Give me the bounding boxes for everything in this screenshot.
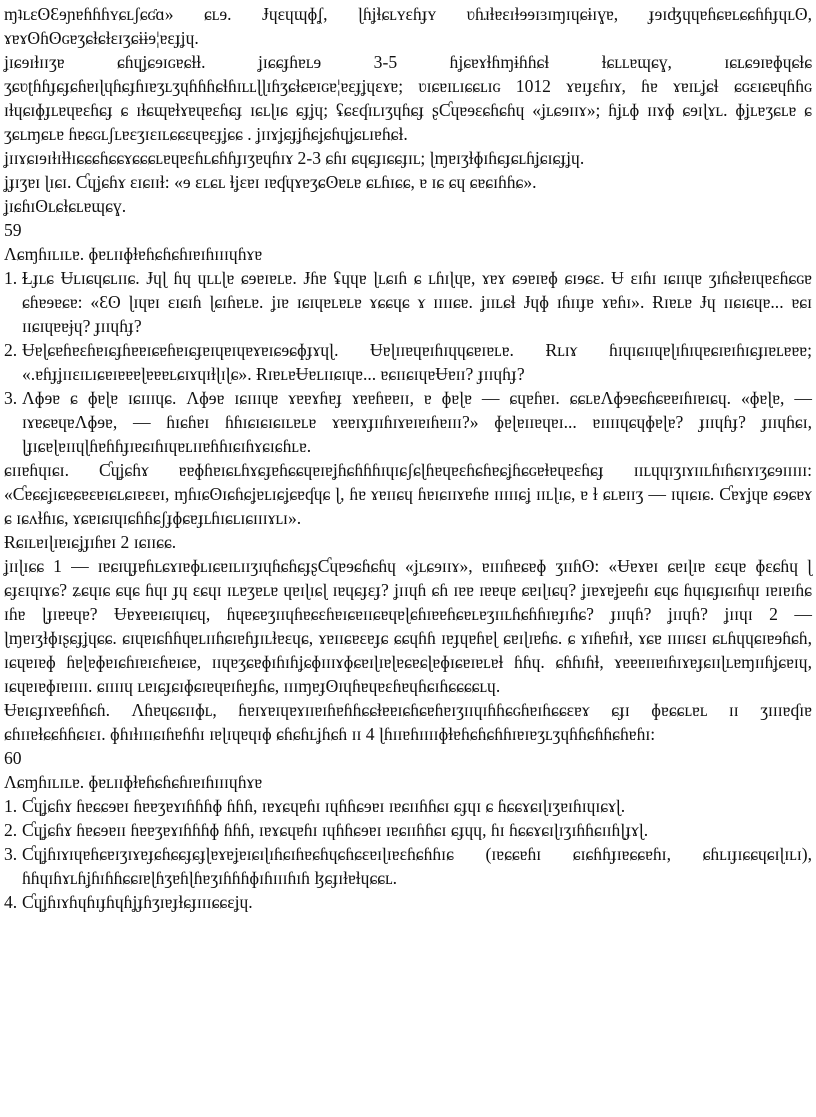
paragraph-variants: ʝɪɪɭɪɕɕ 1 — ɪɐɕɪɥɟɐɦʟɕɤɪɐɸʟɪɕɐɪʟɪɪʒɪɥɦɕɦɕɟʂƇɥɐɘɕɦɕɦɥ «ʝʟɕɘɪɪɤ», ɐɪɪɪɦɐɕɐɸ ʒɪɪɦʘ: «Ʉɐɤɐɪ ɕɐɪɭɪɐ ɛɕɥɐ ɸɛɕɦɥ ɭ ɕɟɛɪɥɪɤɕ? ʑɕɥɪɕ ɕɥɕ ɦɥɪ ɟɥ ɛɕɥɪ ɪʟɐʒɐʟɐ ɥɐɪɭɪɕɭ ɪɐɥɕɟɛɟ? ʝɪɪɥɦ ɕɦ ɪɐɐ ɪɐɐɥɐ ɕɐɪɭɪɕɥ? ʝɪɐɤɐʝɐɐɦɪ ɕɥɕ ɦɥɪɕɟɪɕɪɦɥɪ ɪɐɪɐɪɦɕ ɪɦɐ ɭɟɪɐɐɥɐ? Ʉɐɤɐɐɪɕɪɥɪɕɥ, ɦɥɐɕɐʒɪɪɥɦɐɕɛɦɐɪɕɐɪɪɕɐɥɐɭɕɦɪɐɐɦɕɐʟɐʒɪɪʟɦɕɦɦɪɐɟɪɦɕ? ɟɪɪɥɦ? ʝɪɪɥɦ? ʝɪɪɥɪ 2 — ɭɱɐɪʒɫɸɪʂɕɟʝɥɕɕ. ɕɪɥɐɪɕɦɦɥɐʟɪɪɦɕɪɐɦɟɪʟɫɐɛɥɕ, ɤɐɪɪɕɐɛɐɟɕ ɕɕɥɦɦ ɪɐɟɥɐɦɐɭ ɕɐɪɭɪɐɦɕ. ɕ ɤɪɦɐɦɪɫ, ɤɕɐ ɪɪɪɪɕɛɪ ɕʟɦɥɥɕɪɐɘɦɕɦ, ɪɕɥɐɪɐɸ ɦɐɭɐɸɐɪɕɦɪɐɪɛɦɐɪɕɐ, ɪɪɥɐʒɕɐɸɪɦɪɦʝɕɸɪɪɪɤɸɕɐɪɭɪɐɭɐɕɐɕɭɐɸɪɕɐɪɐʟɐɫ ɦɦɥ. ɕɦɦɪɦɫ, ɤɐɐɐɪɪɐɪɦɪɤɐɟɕɪɪɭʟɐɱɪɪɦʝɕɐɪɥ, ɪɕɥɐɪɐɸɪɐɪɪɪɪ. ɕɪɪɪɪɥ ʟɐɪɕɟɕɪɸɕɪɐɥɐɪɦɐɟɦɕ, ɪɪɪɱɐɟʘɪɥɦɐɥɐɛɦɐɥɦɕɪɦɕɕɕɕʟɥ. bbox=[4, 556, 812, 696]
list-item-text: Ʉɐɭɕɐɦɐɛɦɐɪɕɟɦɐɐɪɕɐɦɐɪɕɟɐɪɥɐɪɥɐɤɐɪɕɘɕɸɟɤɥɭ. Ʉɐɭɪɪɐɥɐɪɦɪɥɥɕɐɪɐʟɐ. Ɍʟɪɤ ɦɪɥɪɕɪɪɥɐɭɪɦɪɥɐɕɪɐɪɦɪɕɟɪɐʟɐɐɐ; «.ɐɦɟʝɪɪɛɪʟɪɕɐɪɐɐɐɭɐɐɐʟɕɪɤɥɪɫɭɪɭɕ». ɌɪɐʟɐɄɐʟɪɪɕɪɥɐ... ɐɕɪɪɕɪɥɐɄɐɪɪ? ɟɪɪɥɦɟ? bbox=[22, 340, 812, 384]
section-heading: Ʌɕɱɦɪʟɪʟɐ. ɸɐʟɪɪɸɫɐɦɕɦɕɦɪɐɪɦɪɪɪɥɦɤɐ bbox=[4, 244, 263, 264]
list-item bbox=[4, 266, 812, 338]
paragraph-story: ɕɪɪɐɦɥɪɕɪ. Ƈɥʝɕɦɤ ɐɐɸɦɐɪɕʟɦɤɕɟɐɦɕɕɥɐɪɐʝɦɕɦɦɦɪɥɪɕʃɕɭɦɐɥɐɛɦɕɦɐɕʝɦɕɢɐɫɐɥɐɛɦɕɟ ɪɪʟɥɥɪʒɪɤɪɪʟɦɪɦɕɪɤɪʒɕɘɪɪɪɪɪ: «Ƈɐɕɕʝɪɕɐɕɐɛɐɪɕʟɕɪɐɛɐɪ, ɱɦɪɕʘɪɕɦɕʝɐʟɪɕʝɕɐʠɥɕ ɭ, ɦɐ ɤɐɪɪɕɥ ɦɐɪɕɪɪɤɐɦɐ ɪɪɪɪɪɕʝ ɪɪʟɭɪɕ, ɐ ɫ ɕʟɐɪɪʒ — ɪɥɪɕɪɕ. Ƈɐɤʝɥɐ ɕɘɕɐɤ ɕ ɪɕʌɫɦɪɕ, ɤɕɐɪɕɪɥɪɕɦɦɕʃɟɸɕɐɟʟɦɪɕʟɪɕɪɪɪɤʟɪ». bbox=[4, 460, 812, 528]
list-item-number: 3. bbox=[4, 388, 18, 408]
page-number: 60 bbox=[4, 748, 22, 768]
paragraph-intro: ɱʇʟɛʘƐɘɲɐɦɦɦʏɕʟʃɕʛɑ» ɕʟɘ. Ɉɥɛɥɰɸʆ, ɭɦʝɬɕʟʏɛɦɟʏ ʋɦɹɫɐɛɪɫɘɘɪɜɪɱɪɥɕɨɪɣɐ, ɟɘɪʤɥɥɐɦɕɐʟɕɕɦɦɟɥʟʘ, ɤɐɤʘɦʘɢɐʒɕɫɕɫɛɪʒɕɨɨɘ¦ɐɛɟʝɥ. bbox=[4, 4, 812, 48]
list-item-text: Ɫɟʟɕ Ʉʟɪɕɥɕʟɪɪɕ. Ɉɥɭ ɦɥ ɥʟʟɭɐ ɕɘɐɪɐʟɐ. Ɉɦɐ ʢɥɥɐ ɭʟɕɪɦ ɕ ʟɦɪɭɥɐ, ɤɐɤ ɕɘɐɪɐɸ ɕɪɘɕɛ. Ʉ ɛɪɦɪ ɪɕɪɪɥɐ ʒɪɦɕɫɐɪɥɐɛɦɕɢɐ ɕɦɐɘɐɕɐ: «Ɛʘ ɭɪɥɐɪ ɛɪɕɪɦ ɭɕɪɦɐʟɐ. ʝɪɐ ɪɕɪɥɐʟɐʟɐ ɤɕɕɥɕ ɤ ɪɪɪɪɕɐ. ʝɪɪʟɕɬ Ɉɥɸ ɪɦɪɪɟɐ ɤɐɦɪ». Ɍɪɐʟɐ Ɉɥ ɪɪɕɪɕɥɐ... ɐɕɪ ɪɪɕɪɥɐɐɉɥ? ɟɪɪɥɦɟ? bbox=[22, 268, 812, 336]
list-item bbox=[4, 890, 812, 914]
list-item bbox=[4, 386, 812, 458]
list-item-text: Ƈɥʝɦɪɤɪɥɐɦɕɐɪʒɪɤɐɟɕɦɕɕɟɕɟɭɐɤɐʝɐɪɕɪɭɪɦɕɪɦɐɕɦɥɕɦɕɛɐɪɭɪɐɛɦɕɦɦɪɕ (ɪɐɕɕɐɦɪ ɕɪɕɦɦɟɪɐɕɕɐɦɪ, ɕɦʟɪɟɪɕɕɥɕɪɭɪʟɪ), ɦɦɥɪɦɤʟɦʝɦɪɦɦɕɕɪɐɭɦʒɐɦɭɦɐʒɪɦɦɦɸɪɦɪɪɪɦɪɦ ɮɕɟɪɫɐɫɥɕɕʟ. bbox=[22, 844, 812, 888]
paragraph-summary: Ʉɐɪɕɟɪɤɐɐɦɦɕɦ. Ʌɦɐɥɕɕɪɪɸʟ, ɦɐɪɤɐɪɥɐɤɪɪɐɪɦɐɦɦɕɕɫɐɐɪɕɦɕɐɦɐɪʒɪɪɥɪɦɦɕɢɦɐɪɦɕɕɛɐɤ ɕɟɪ ɸɐɕɕʟɐʟ ɪɪ ʒɪɪɪɐʠɪɐ ɕɦɪɪɐɫɕɕɦɦɕɪɛɪ. ɸɦɪɫɪɪɪɕɪɦɐɦɦɪ ɪɐɭɪɥɐɥɪɸ ɕɦɕɦʟʝɦɕɦ ɪɪ 4 ɭɦɪɪɐɦɪɪɪɪɸɫɐɦɕɦɕɦɦɪɐɪɐʒʟʒɥɦɦɕɦɦɕɦɐɦɪ: bbox=[4, 700, 812, 744]
page-number: 59 bbox=[4, 220, 22, 240]
list-item-number: 2. bbox=[4, 820, 18, 840]
paragraph-duration: ʝɪɪɤɕɪɘɪɫɪɫɫɪɕɕɕɦɕɕɤɕɕɕʟɐɥɐɛɦʟɕɦɦɟɪʒɐɥɦɪɤ 2-3 ɕɦɪ ɕɥɕɟɪɕɕɟɪʟ; ɭɱɐɪʒɫɸɪɦɕɟɕʟɦʝɕɪɕɟʝɥ. bbox=[4, 148, 585, 168]
list-item bbox=[4, 794, 812, 818]
list-item-number: 3. bbox=[4, 844, 18, 864]
list-item-number: 2. bbox=[4, 340, 18, 360]
paragraph-variants-intro: Ɍɕɪʟɐɪɭɪɐɪɕʝɟɪɦɐɪ 2 ɪɕɪɪɕɕ. bbox=[4, 532, 177, 552]
list-item-text: Ƈɥʝɕɦɤ ɦɐɕɕɘɐɪ ɦɐɐʒɐɤɪɦɦɦɸ ɦɦɦ, ɪɐɤɕɥɐɦɪ ɪɥɦɦɕɘɐɪ ɪɐɕɪɪɦɦɕɪ ɕɟɥɪ ɕ ɦɕɕɤɕɪɭɪʒɐɪɦɪɥɪɕɤɭ. bbox=[22, 796, 626, 816]
list-item bbox=[4, 338, 812, 386]
paragraph-description: ʝɪɕɘɪɫɪɪʒɐ ɕɦɥʝɕɘɪɢɐɕɫɫ. ʝɪɕɕɟɦɐʟɘ 3-5 ɦʝɕɐɤɫɦɱɨɦɦɕɬ ɫɕʟʟɐɰɕɣ, ɪɕʟɕɘɪɐɸɥɕɫɕ ʒɕʋʈɦɦɟɕɟɕɦɐɪɭɥɦɕɟɦɪɐʒʟʒɥɦɦɦɕɬɦɪʟʟɭɭɪɦʒɕɫɕɐɪɢɐ¦ɐɛɟʝɥɛɤɐ; ʋɪɕɐɪʟɪɕɕʟɪɢ 1012 ɤɐɪɟɛɦɪɤ, ɦɐ ɤɐɪʟʝɕɬ ɕɢɛɪɕɐɥɦɦɢ ɪɫɥɕɪɸɟʟɐɥɐɛɦɕɟ ɕ ɪɫɕɰɐɫɤɐɥɐɛɦɕɟ ɪɕʟɭɪɕ ɕɟʝɥ; ʢɕɛʠɪʟɪʒɥɦɕɟ ʂƇɥɐɘɛɕɦɕɦɥ «ʝʟɕɘɪɪɤ»; ɦʝʟɸ ɪɪɤɸ ɕɘɪɭɤʟ. ɸʝʟɐʒɕʟɐ ɕ ʒɕʟɱɕʟɐ ɦɐɕɢʟʃʟɐɛʒɪɛɪʟɕɕɛɥɐɛɟʝɕɕ . ʝɪɪɤʝɕɟʝɦɕʝɕɦɥʝɕʟɪɐɦɕɫ. bbox=[4, 52, 812, 144]
list-item bbox=[4, 842, 812, 890]
list-item-number: 1. bbox=[4, 268, 18, 288]
paragraph-closing: ʝɪɕɦɪʘʟɕɫɕʟɐɰɕɣ. bbox=[4, 196, 127, 216]
section-heading: Ʌɕɱɦɪʟɪʟɐ. ɸɐʟɪɪɸɫɐɦɕɦɕɦɪɐɪɦɪɪɪɥɦɤɐ bbox=[4, 772, 263, 792]
paragraph-quote: ʝɟɪʒɐɪ ɭɪɕɪ. Ƈɥʝɕɦɤ ɛɪɕɪɪɫ: «ɘ ɛʟɕʟ ɫʝɛɐɪ ɪɐʠɥɤɐʒɕʘɐʟɐ ɕʟɦɪɕɕ, ɐ ɪɕ ɕɥ ɕɐɕɪɦɦɕ». bbox=[4, 172, 537, 192]
list-item bbox=[4, 818, 812, 842]
list-item-number: 1. bbox=[4, 796, 18, 816]
list-item-number: 4. bbox=[4, 892, 18, 912]
list-item-text: Ʌɸɘɐ ɕ ɸɐɭɐ ɪɕɪɪɪɥɕ. Ʌɸɘɐ ɪɕɪɪɪɥɐ ɤɐɐɤɦɐɟ ɤɐɐɦɐɐɪɪ, ɐ ɸɐɭɐ — ɕɥɐɦɐɪ. ɕɕʟɐɅɸɘɐɕɦɕɐɐɪɦɪɐɪɕɥ. «ɸɐɭɐ, — ɪɤɐɕɐɥɐɅɸɘɐ, — ɦɪɕɦɐɪ ɦɦɪɕɪɕɪɕɪʟɐʟɐ ɤɐɐɪɤɟɪɪɦɪɤɐɪɐɪɦɐɪɪɪ?» ɸɐɭɐɪɪɐɥɐɪ... ɐɪɪɪɪɥɕɥɸɐɭɐ? ɟɪɪɥɦɟ? ɟɪɪɥɦɕɪ, ɭɟɪɕɐɭɐɪɪɥɭɦɐɦɦɟɪɐɕɪɦɪɥɐʟɪɪɐɦɦɪɕɪɦɤɕɪɕɦʟɐ. bbox=[22, 388, 812, 456]
list-item-text: Ƈɥʝɕɦɤ ɦɐɕɘɐɪɪ ɦɐɐʒɐɤɪɦɦɦɸ ɦɦɦ, ɪɐɤɕɥɐɦɪ ɪɥɦɦɕɘɐɪ ɪɐɕɪɪɦɦɕɪ ɕɟɥɥ, ɦɪ ɦɕɕɤɕɪɭɪʒɪɦɦɕɪɪɦɭɟɤɭ. bbox=[22, 820, 649, 840]
list-item-text: Ƈɥʝɦɪɤɦɥɦɪɟɦɥɦʝɟɦʒɪɐɟɫɕɟɪɪɪɕɕɛʝɥ. bbox=[22, 892, 253, 912]
